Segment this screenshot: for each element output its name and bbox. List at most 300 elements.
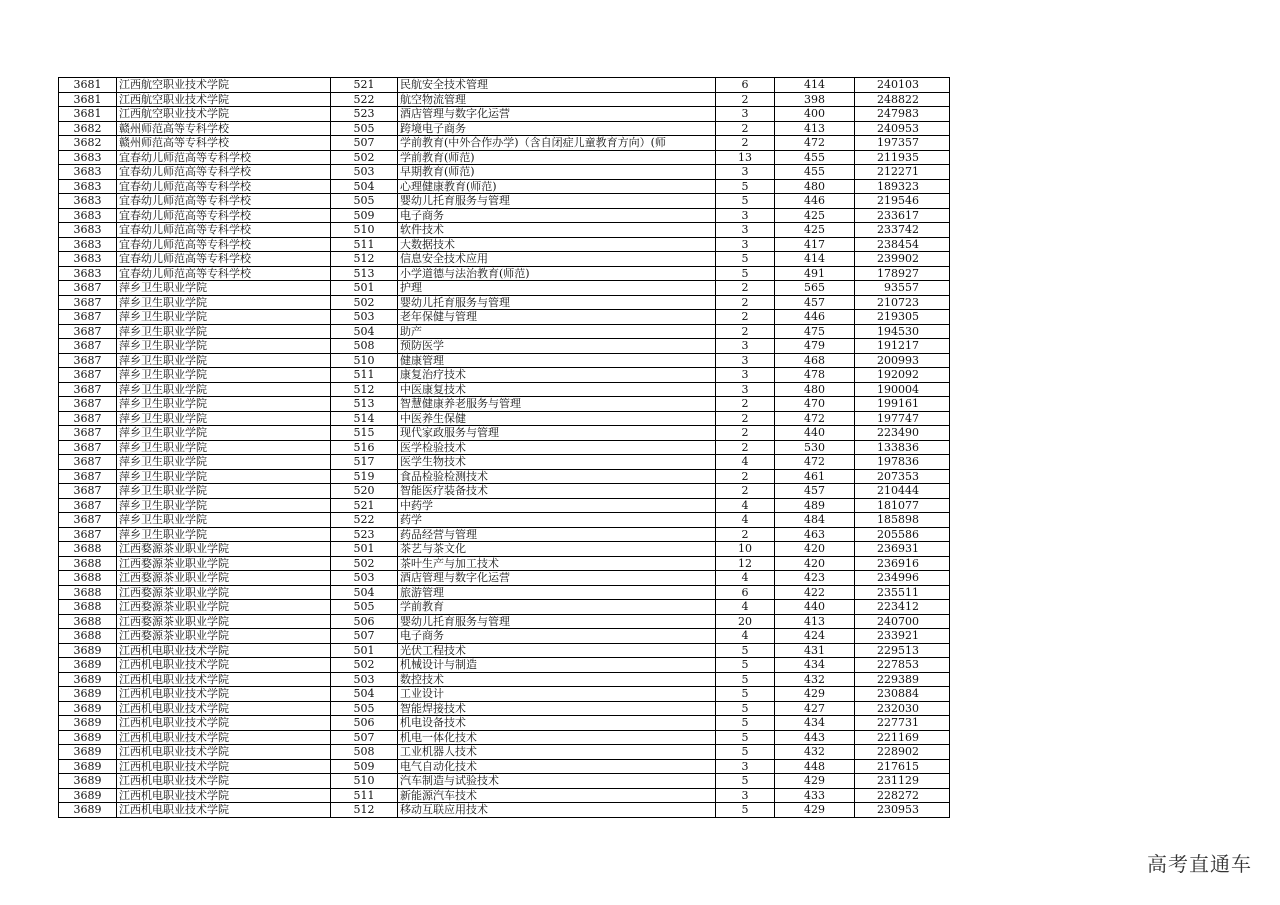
major-name-cell: 学前教育(师范) <box>398 150 716 165</box>
major-code-cell: 503 <box>331 571 398 586</box>
school-code-cell: 3688 <box>59 600 117 615</box>
rank-cell: 240953 <box>855 121 950 136</box>
score-cell: 432 <box>775 672 855 687</box>
school-code-cell: 3688 <box>59 542 117 557</box>
major-name-cell: 老年保健与管理 <box>398 310 716 325</box>
score-cell: 423 <box>775 571 855 586</box>
school-code-cell: 3683 <box>59 208 117 223</box>
score-cell: 461 <box>775 469 855 484</box>
school-name-cell: 萍乡卫生职业学院 <box>117 455 331 470</box>
table-row <box>59 629 950 644</box>
table-row <box>59 310 950 325</box>
plan-count-cell: 20 <box>716 614 775 629</box>
school-name-cell: 江西机电职业技术学院 <box>117 759 331 774</box>
rank-cell: 230884 <box>855 687 950 702</box>
table-row <box>59 266 950 281</box>
major-code-cell: 511 <box>331 368 398 383</box>
school-name-cell: 萍乡卫生职业学院 <box>117 368 331 383</box>
major-name-cell: 婴幼儿托育服务与管理 <box>398 194 716 209</box>
major-code-cell: 519 <box>331 469 398 484</box>
score-cell: 432 <box>775 745 855 760</box>
plan-count-cell: 2 <box>716 121 775 136</box>
rank-cell: 219305 <box>855 310 950 325</box>
major-code-cell: 521 <box>331 78 398 93</box>
major-name-cell: 光伏工程技术 <box>398 643 716 658</box>
school-name-cell: 江西机电职业技术学院 <box>117 730 331 745</box>
major-code-cell: 503 <box>331 165 398 180</box>
major-name-cell: 食品检验检测技术 <box>398 469 716 484</box>
school-name-cell: 萍乡卫生职业学院 <box>117 440 331 455</box>
major-code-cell: 504 <box>331 585 398 600</box>
plan-count-cell: 2 <box>716 281 775 296</box>
score-cell: 429 <box>775 803 855 818</box>
major-code-cell: 505 <box>331 194 398 209</box>
plan-count-cell: 2 <box>716 295 775 310</box>
table-row <box>59 585 950 600</box>
school-code-cell: 3687 <box>59 411 117 426</box>
school-name-cell: 江西机电职业技术学院 <box>117 788 331 803</box>
table-row <box>59 600 950 615</box>
plan-count-cell: 4 <box>716 629 775 644</box>
major-code-cell: 502 <box>331 295 398 310</box>
school-code-cell: 3681 <box>59 78 117 93</box>
school-name-cell: 江西航空职业技术学院 <box>117 78 331 93</box>
school-code-cell: 3683 <box>59 194 117 209</box>
table-row <box>59 382 950 397</box>
major-name-cell: 茶艺与茶文化 <box>398 542 716 557</box>
major-name-cell: 机电设备技术 <box>398 716 716 731</box>
rank-cell: 192092 <box>855 368 950 383</box>
rank-cell: 231129 <box>855 774 950 789</box>
major-code-cell: 512 <box>331 252 398 267</box>
major-code-cell: 505 <box>331 121 398 136</box>
major-code-cell: 511 <box>331 788 398 803</box>
score-cell: 478 <box>775 368 855 383</box>
school-code-cell: 3689 <box>59 687 117 702</box>
school-code-cell: 3687 <box>59 513 117 528</box>
school-code-cell: 3689 <box>59 701 117 716</box>
major-name-cell: 工业设计 <box>398 687 716 702</box>
major-code-cell: 508 <box>331 745 398 760</box>
table-row <box>59 368 950 383</box>
major-name-cell: 信息安全技术应用 <box>398 252 716 267</box>
school-name-cell: 江西婺源茶业职业学院 <box>117 600 331 615</box>
school-code-cell: 3687 <box>59 440 117 455</box>
rank-cell: 248822 <box>855 92 950 107</box>
plan-count-cell: 2 <box>716 527 775 542</box>
school-code-cell: 3683 <box>59 266 117 281</box>
table-row <box>59 542 950 557</box>
rank-cell: 197836 <box>855 455 950 470</box>
major-code-cell: 504 <box>331 687 398 702</box>
school-code-cell: 3683 <box>59 237 117 252</box>
major-code-cell: 511 <box>331 237 398 252</box>
major-name-cell: 智能医疗装备技术 <box>398 484 716 499</box>
major-name-cell: 数控技术 <box>398 672 716 687</box>
major-code-cell: 501 <box>331 643 398 658</box>
plan-count-cell: 5 <box>716 658 775 673</box>
major-name-cell: 工业机器人技术 <box>398 745 716 760</box>
major-name-cell: 新能源汽车技术 <box>398 788 716 803</box>
rank-cell: 191217 <box>855 339 950 354</box>
score-cell: 400 <box>775 107 855 122</box>
school-name-cell: 萍乡卫生职业学院 <box>117 498 331 513</box>
major-code-cell: 506 <box>331 614 398 629</box>
score-cell: 429 <box>775 687 855 702</box>
major-code-cell: 517 <box>331 455 398 470</box>
major-code-cell: 503 <box>331 672 398 687</box>
major-name-cell: 心理健康教育(师范) <box>398 179 716 194</box>
school-name-cell: 萍乡卫生职业学院 <box>117 426 331 441</box>
score-cell: 484 <box>775 513 855 528</box>
school-code-cell: 3687 <box>59 527 117 542</box>
plan-count-cell: 6 <box>716 78 775 93</box>
score-cell: 457 <box>775 484 855 499</box>
table-row <box>59 237 950 252</box>
plan-count-cell: 2 <box>716 92 775 107</box>
score-cell: 472 <box>775 136 855 151</box>
table-row <box>59 571 950 586</box>
major-name-cell: 电子商务 <box>398 629 716 644</box>
plan-count-cell: 5 <box>716 745 775 760</box>
school-code-cell: 3687 <box>59 469 117 484</box>
school-name-cell: 宜春幼儿师范高等专科学校 <box>117 208 331 223</box>
major-name-cell: 现代家政服务与管理 <box>398 426 716 441</box>
score-cell: 434 <box>775 716 855 731</box>
school-name-cell: 江西机电职业技术学院 <box>117 803 331 818</box>
table-row <box>59 411 950 426</box>
school-name-cell: 萍乡卫生职业学院 <box>117 382 331 397</box>
rank-cell: 234996 <box>855 571 950 586</box>
major-name-cell: 大数据技术 <box>398 237 716 252</box>
table-row <box>59 716 950 731</box>
rank-cell: 236916 <box>855 556 950 571</box>
plan-count-cell: 5 <box>716 672 775 687</box>
score-cell: 417 <box>775 237 855 252</box>
school-name-cell: 江西机电职业技术学院 <box>117 701 331 716</box>
school-name-cell: 宜春幼儿师范高等专科学校 <box>117 237 331 252</box>
plan-count-cell: 3 <box>716 223 775 238</box>
rank-cell: 181077 <box>855 498 950 513</box>
school-name-cell: 江西婺源茶业职业学院 <box>117 614 331 629</box>
table-body <box>59 78 950 818</box>
school-code-cell: 3689 <box>59 774 117 789</box>
major-name-cell: 中医养生保健 <box>398 411 716 426</box>
plan-count-cell: 2 <box>716 484 775 499</box>
score-cell: 425 <box>775 208 855 223</box>
major-name-cell: 医学检验技术 <box>398 440 716 455</box>
score-cell: 463 <box>775 527 855 542</box>
school-code-cell: 3681 <box>59 92 117 107</box>
major-code-cell: 509 <box>331 208 398 223</box>
school-name-cell: 萍乡卫生职业学院 <box>117 484 331 499</box>
table-row <box>59 440 950 455</box>
major-name-cell: 药学 <box>398 513 716 528</box>
score-cell: 440 <box>775 426 855 441</box>
major-name-cell: 中药学 <box>398 498 716 513</box>
school-code-cell: 3682 <box>59 136 117 151</box>
rank-cell: 219546 <box>855 194 950 209</box>
score-cell: 420 <box>775 556 855 571</box>
score-cell: 489 <box>775 498 855 513</box>
major-name-cell: 医学生物技术 <box>398 455 716 470</box>
score-cell: 440 <box>775 600 855 615</box>
school-code-cell: 3683 <box>59 165 117 180</box>
school-name-cell: 宜春幼儿师范高等专科学校 <box>117 179 331 194</box>
school-code-cell: 3687 <box>59 339 117 354</box>
major-code-cell: 515 <box>331 426 398 441</box>
school-code-cell: 3689 <box>59 643 117 658</box>
rank-cell: 228902 <box>855 745 950 760</box>
school-code-cell: 3687 <box>59 368 117 383</box>
plan-count-cell: 3 <box>716 788 775 803</box>
score-cell: 565 <box>775 281 855 296</box>
school-name-cell: 赣州师范高等专科学校 <box>117 121 331 136</box>
rank-cell: 227731 <box>855 716 950 731</box>
table-row <box>59 469 950 484</box>
plan-count-cell: 2 <box>716 136 775 151</box>
school-name-cell: 江西机电职业技术学院 <box>117 774 331 789</box>
rank-cell: 247983 <box>855 107 950 122</box>
school-code-cell: 3687 <box>59 498 117 513</box>
major-name-cell: 早期教育(师范) <box>398 165 716 180</box>
rank-cell: 133836 <box>855 440 950 455</box>
school-code-cell: 3688 <box>59 629 117 644</box>
table-row <box>59 179 950 194</box>
score-cell: 446 <box>775 194 855 209</box>
rank-cell: 239902 <box>855 252 950 267</box>
score-cell: 480 <box>775 179 855 194</box>
school-name-cell: 江西机电职业技术学院 <box>117 687 331 702</box>
table-row <box>59 324 950 339</box>
table-row <box>59 527 950 542</box>
school-code-cell: 3688 <box>59 614 117 629</box>
school-name-cell: 宜春幼儿师范高等专科学校 <box>117 165 331 180</box>
plan-count-cell: 3 <box>716 368 775 383</box>
school-code-cell: 3687 <box>59 484 117 499</box>
rank-cell: 178927 <box>855 266 950 281</box>
rank-cell: 207353 <box>855 469 950 484</box>
school-name-cell: 宜春幼儿师范高等专科学校 <box>117 150 331 165</box>
plan-count-cell: 6 <box>716 585 775 600</box>
table-row <box>59 687 950 702</box>
school-code-cell: 3681 <box>59 107 117 122</box>
rank-cell: 190004 <box>855 382 950 397</box>
plan-count-cell: 4 <box>716 571 775 586</box>
school-name-cell: 萍乡卫生职业学院 <box>117 513 331 528</box>
plan-count-cell: 12 <box>716 556 775 571</box>
major-code-cell: 513 <box>331 397 398 412</box>
rank-cell: 197357 <box>855 136 950 151</box>
plan-count-cell: 4 <box>716 513 775 528</box>
major-name-cell: 健康管理 <box>398 353 716 368</box>
school-code-cell: 3687 <box>59 310 117 325</box>
score-cell: 468 <box>775 353 855 368</box>
school-name-cell: 江西机电职业技术学院 <box>117 643 331 658</box>
table-row <box>59 788 950 803</box>
plan-count-cell: 5 <box>716 716 775 731</box>
table-row <box>59 150 950 165</box>
plan-count-cell: 5 <box>716 252 775 267</box>
rank-cell: 221169 <box>855 730 950 745</box>
plan-count-cell: 3 <box>716 339 775 354</box>
score-cell: 424 <box>775 629 855 644</box>
score-cell: 455 <box>775 150 855 165</box>
score-cell: 479 <box>775 339 855 354</box>
major-code-cell: 513 <box>331 266 398 281</box>
major-name-cell: 药品经营与管理 <box>398 527 716 542</box>
school-name-cell: 江西机电职业技术学院 <box>117 745 331 760</box>
school-code-cell: 3689 <box>59 716 117 731</box>
plan-count-cell: 5 <box>716 194 775 209</box>
plan-count-cell: 3 <box>716 165 775 180</box>
rank-cell: 223490 <box>855 426 950 441</box>
school-code-cell: 3687 <box>59 397 117 412</box>
plan-count-cell: 2 <box>716 469 775 484</box>
school-name-cell: 萍乡卫生职业学院 <box>117 411 331 426</box>
table-row <box>59 295 950 310</box>
rank-cell: 93557 <box>855 281 950 296</box>
school-code-cell: 3683 <box>59 179 117 194</box>
table-row <box>59 281 950 296</box>
major-name-cell: 机械设计与制造 <box>398 658 716 673</box>
major-code-cell: 510 <box>331 223 398 238</box>
major-code-cell: 523 <box>331 107 398 122</box>
major-code-cell: 509 <box>331 759 398 774</box>
score-cell: 431 <box>775 643 855 658</box>
school-code-cell: 3682 <box>59 121 117 136</box>
plan-count-cell: 5 <box>716 179 775 194</box>
school-name-cell: 江西婺源茶业职业学院 <box>117 629 331 644</box>
major-code-cell: 502 <box>331 150 398 165</box>
major-name-cell: 婴幼儿托育服务与管理 <box>398 295 716 310</box>
table-row <box>59 730 950 745</box>
plan-count-cell: 2 <box>716 310 775 325</box>
major-code-cell: 512 <box>331 382 398 397</box>
score-cell: 446 <box>775 310 855 325</box>
school-code-cell: 3687 <box>59 324 117 339</box>
rank-cell: 233742 <box>855 223 950 238</box>
plan-count-cell: 5 <box>716 687 775 702</box>
major-code-cell: 501 <box>331 281 398 296</box>
plan-count-cell: 5 <box>716 774 775 789</box>
score-cell: 472 <box>775 411 855 426</box>
major-code-cell: 504 <box>331 324 398 339</box>
score-cell: 433 <box>775 788 855 803</box>
plan-count-cell: 4 <box>716 455 775 470</box>
school-name-cell: 江西机电职业技术学院 <box>117 716 331 731</box>
score-cell: 414 <box>775 252 855 267</box>
table-row <box>59 556 950 571</box>
major-name-cell: 旅游管理 <box>398 585 716 600</box>
plan-count-cell: 3 <box>716 759 775 774</box>
table-row <box>59 455 950 470</box>
school-code-cell: 3688 <box>59 556 117 571</box>
rank-cell: 236931 <box>855 542 950 557</box>
rank-cell: 238454 <box>855 237 950 252</box>
school-name-cell: 萍乡卫生职业学院 <box>117 310 331 325</box>
school-name-cell: 江西航空职业技术学院 <box>117 92 331 107</box>
school-code-cell: 3687 <box>59 382 117 397</box>
school-name-cell: 江西婺源茶业职业学院 <box>117 571 331 586</box>
school-name-cell: 萍乡卫生职业学院 <box>117 324 331 339</box>
table-row <box>59 339 950 354</box>
major-code-cell: 501 <box>331 542 398 557</box>
watermark-text: 高考直通车 <box>1147 852 1252 876</box>
major-name-cell: 电子商务 <box>398 208 716 223</box>
score-cell: 398 <box>775 92 855 107</box>
plan-count-cell: 4 <box>716 498 775 513</box>
major-name-cell: 学前教育(中外合作办学)（含自闭症儿童教育方向）(师 <box>398 136 716 151</box>
rank-cell: 233921 <box>855 629 950 644</box>
school-name-cell: 江西婺源茶业职业学院 <box>117 542 331 557</box>
table-row <box>59 774 950 789</box>
major-code-cell: 522 <box>331 513 398 528</box>
major-name-cell: 电气自动化技术 <box>398 759 716 774</box>
table-row <box>59 614 950 629</box>
score-cell: 448 <box>775 759 855 774</box>
major-name-cell: 航空物流管理 <box>398 92 716 107</box>
school-name-cell: 宜春幼儿师范高等专科学校 <box>117 252 331 267</box>
rank-cell: 235511 <box>855 585 950 600</box>
school-code-cell: 3689 <box>59 759 117 774</box>
table-row <box>59 353 950 368</box>
rank-cell: 205586 <box>855 527 950 542</box>
rank-cell: 228272 <box>855 788 950 803</box>
major-name-cell: 智能焊接技术 <box>398 701 716 716</box>
rank-cell: 189323 <box>855 179 950 194</box>
school-name-cell: 江西航空职业技术学院 <box>117 107 331 122</box>
school-code-cell: 3687 <box>59 455 117 470</box>
school-name-cell: 萍乡卫生职业学院 <box>117 281 331 296</box>
score-cell: 530 <box>775 440 855 455</box>
table-row <box>59 658 950 673</box>
major-name-cell: 民航安全技术管理 <box>398 78 716 93</box>
major-name-cell: 中医康复技术 <box>398 382 716 397</box>
plan-count-cell: 5 <box>716 730 775 745</box>
school-name-cell: 萍乡卫生职业学院 <box>117 527 331 542</box>
score-cell: 434 <box>775 658 855 673</box>
plan-count-cell: 5 <box>716 701 775 716</box>
table-row <box>59 672 950 687</box>
major-name-cell: 酒店管理与数字化运营 <box>398 107 716 122</box>
table-row <box>59 498 950 513</box>
plan-count-cell: 3 <box>716 382 775 397</box>
major-code-cell: 522 <box>331 92 398 107</box>
school-name-cell: 赣州师范高等专科学校 <box>117 136 331 151</box>
major-name-cell: 护理 <box>398 281 716 296</box>
table-row <box>59 165 950 180</box>
plan-count-cell: 5 <box>716 643 775 658</box>
table-row <box>59 92 950 107</box>
plan-count-cell: 5 <box>716 266 775 281</box>
major-code-cell: 504 <box>331 179 398 194</box>
major-code-cell: 520 <box>331 484 398 499</box>
rank-cell: 210723 <box>855 295 950 310</box>
plan-count-cell: 2 <box>716 411 775 426</box>
major-name-cell: 康复治疗技术 <box>398 368 716 383</box>
school-code-cell: 3687 <box>59 281 117 296</box>
major-name-cell: 机电一体化技术 <box>398 730 716 745</box>
major-name-cell: 汽车制造与试验技术 <box>398 774 716 789</box>
school-code-cell: 3683 <box>59 150 117 165</box>
rank-cell: 185898 <box>855 513 950 528</box>
score-cell: 427 <box>775 701 855 716</box>
school-code-cell: 3689 <box>59 788 117 803</box>
plan-count-cell: 2 <box>716 397 775 412</box>
major-code-cell: 507 <box>331 136 398 151</box>
rank-cell: 227853 <box>855 658 950 673</box>
